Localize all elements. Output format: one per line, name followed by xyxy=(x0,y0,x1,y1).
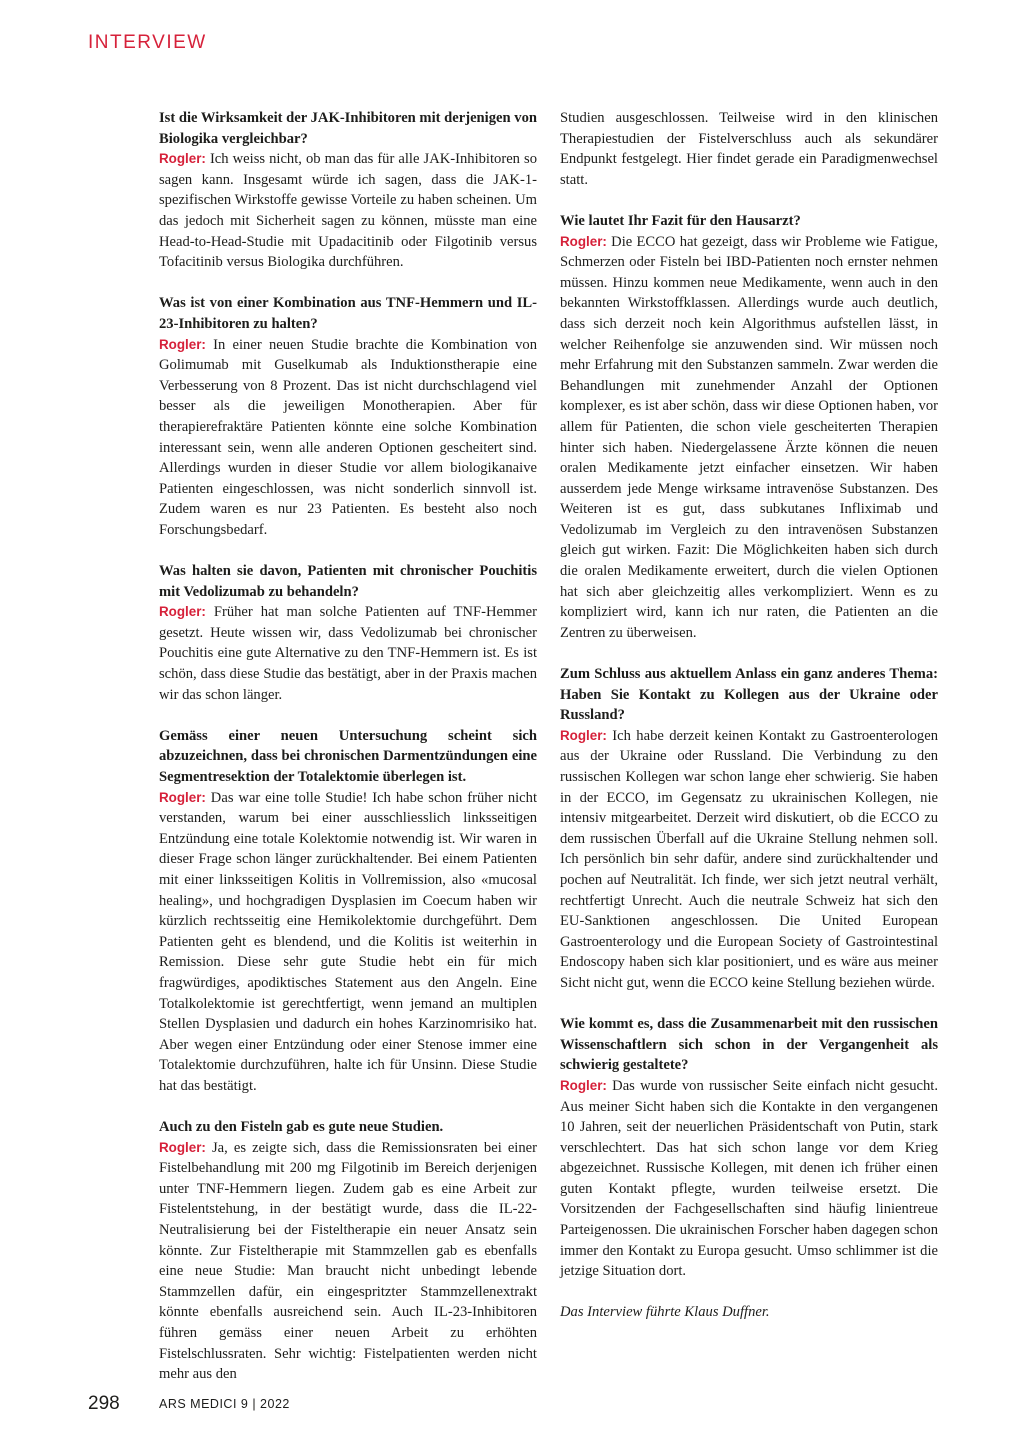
continuation-text: Studien ausgeschlossen. Teilweise wird in den klinischen Therapiestudien der Fistelverschluss auch als sekundärer Endpunkt festgelegt. Hier findet gerade ein Paradigmenwechsel statt. xyxy=(560,110,938,188)
qa-block xyxy=(159,726,537,1097)
section-label: INTERVIEW xyxy=(88,32,207,53)
speaker-label: Rogler: xyxy=(159,336,206,352)
continuation-block xyxy=(560,108,938,190)
speaker-label: Rogler: xyxy=(560,233,607,249)
interview-question: Was halten sie davon, Patienten mit chronischer Pouchitis mit Vedolizumab zu behandeln? xyxy=(159,563,537,600)
interview-answer xyxy=(159,149,537,273)
interview-credit: Das Interview führte Klaus Duffner. xyxy=(560,1304,770,1321)
interview-question: Auch zu den Fisteln gab es gute neue Studien. xyxy=(159,1119,444,1136)
page-number: 298 xyxy=(88,1393,120,1414)
qa-block xyxy=(560,211,938,643)
interview-answer xyxy=(159,788,537,1097)
speaker-label: Rogler: xyxy=(159,1139,206,1155)
qa-block xyxy=(560,1014,938,1282)
answer-text: Ja, es zeigte sich, dass die Remissionsraten bei einer Fistelbehandlung mit 200 mg Filgotinib im Bereich derjenigen unter TNF-Hemmern liegen. Zudem gab es eine Arbeit zur Fistelentstehung, in der bestätigt wurde, dass die IL-22-Neutralisierung bei der Fisteltherapie ein neuer Ansatz sein könnte. Zur Fisteltherapie mit Stammzellen gab es ebenfalls eine neue Studie: Man braucht nicht unbedingt lebende Stammzellen dafür, ein eingespritzter Stammzellenextrakt könnte ebenfalls ausreichend sein. Auch IL-23-Inhibitoren führen gemäss einer neuen Arbeit zu erhöhten Fistelschlussraten. Sehr wichtig: Fistelpatienten werden nicht mehr aus den xyxy=(159,1139,537,1383)
interview-question: Ist die Wirksamkeit der JAK-Inhibitoren mit derjenigen von Biologika vergleichbar? xyxy=(159,110,537,147)
answer-text: Das war eine tolle Studie! Ich habe schon früher nicht verstanden, warum bei einer ausschliesslich linksseitigen Entzündung eine totale Kolektomie notwendig ist. Wir waren in dieser Frage schon länger zurückhaltender. Bei einem Patienten mit einer linksseitigen Kolitis in Vollremission, also «mucosal healing», und hochgradigen Dysplasien im Coecum haben wir kürzlich rechtsseitig eine Hemikolektomie durchgeführt. Dem Patienten geht es blendend, und die Kolitis ist weiterhin in Remission. Diese sehr gute Studie hebt ein für mich fragwürdiges, apodiktisches Statement aus den Angeln. Eine Totalkolektomie ist gerechtfertigt, wenn jemand an multiplen Stellen Dysplasien und dadurch ein hohes Karzinomrisiko hat. Aber wegen einer Entzündung oder einer Stenose immer eine Totalektomie durchzuführen, halte ich für Unsinn. Diese Studie hat das bestätigt. xyxy=(159,789,538,1094)
interview-question: Was ist von einer Kombination aus TNF-Hemmern und IL-23-Inhibitoren zu halten? xyxy=(159,295,537,332)
qa-block xyxy=(159,561,537,705)
interview-answer xyxy=(560,726,938,994)
left-column xyxy=(159,108,537,1405)
speaker-label: Rogler: xyxy=(159,789,206,805)
interview-answer xyxy=(159,1138,537,1385)
interview-question: Gemäss einer neuen Untersuchung scheint sich abzuzeichnen, dass bei chronischen Darmentzündungen eine Segmentresektion der Totalektomie überlegen ist. xyxy=(159,727,537,785)
interview-question: Wie kommt es, dass die Zusammenarbeit mit den russischen Wissenschaftlern sich schon in der Vergangenheit als schwierig gestaltete? xyxy=(560,1016,938,1074)
answer-text: In einer neuen Studie brachte die Kombination von Golimumab mit Guselkumab als Induktionstherapie eine Verbesserung von 8 Prozent. Das ist nicht durchschlagend viel besser als die jeweiligen Monotherapien. Aber für therapierefraktäre Patienten könnte eine solche Kombination interessant sein, wenn alle anderen Optionen gescheitert sind. Allerdings wurden in dieser Studie vor allem biologikanaive Patienten eingeschlossen, was nicht sonderlich sinnvoll ist. Zudem waren es nur 23 Patienten. Es besteht also noch Forschungsbedarf. xyxy=(159,336,537,538)
answer-text: Ich weiss nicht, ob man das für alle JAK-Inhibitoren so sagen kann. Insgesamt würde ich sagen, dass die JAK-1-spezifischen Wirkstoffe gewisse Vorteile zu haben scheinen. Um das jedoch mit Sicherheit sagen zu können, müsste man eine Head-to-Head-Studie mit Upadacitinib oder Filgotinib versus Tofacitinib versus Biologika durchführen. xyxy=(159,151,538,271)
speaker-label: Rogler: xyxy=(159,604,206,620)
interview-question: Zum Schluss aus aktuellem Anlass ein ganz anderes Thema: Haben Sie Kontakt zu Kollegen aus der Ukraine oder Russland? xyxy=(560,666,938,724)
qa-block xyxy=(159,293,537,540)
qa-block xyxy=(159,1117,537,1385)
speaker-label: Rogler: xyxy=(560,1077,607,1093)
interview-answer xyxy=(159,602,537,705)
answer-text: Die ECCO hat gezeigt, dass wir Probleme wie Fatigue, Schmerzen oder Fisteln bei IBD-Patienten noch ernster nehmen müssen. Hinzu kommen neue Medikamente, wenn auch in den bekannten Wirkstoffklassen. Allerdings wurde auch deutlich, dass sich derzeit noch kein Algorithmus aufstellen lässt, in welcher Reihenfolge sie anzuwenden sind. Wir müssen noch mehr Erfahrung mit den Substanzen sammeln. Zwar werden die Behandlungen mit zunehmender Anzahl der Optionen komplexer, es ist aber schön, dass wir diese Optionen haben, vor allem für Patienten, die schon viele gescheiterten Therapien hinter sich haben. Niedergelassene Ärzte können die neuen oralen Medikamente jetzt einfacher einsetzen. Wir haben ausserdem jede Menge wirksame intravenöse Substanzen. Des Weiteren ist es gut, dass subkutanes Infliximab und Vedolizumab im Vergleich zu den intravenösen Substanzen gleich gut wirken. Fazit: Die Möglichkeiten haben sich durch die oralen Medikamente erweitert, durch die vielen Optionen hat sich aber gleichzeitig alles verkompliziert. Wenn es zu kompliziert wird, kann ich nur raten, die Patienten an die Zentren zu überweisen. xyxy=(560,233,938,641)
journal-issue: ARS MEDICI 9 | 2022 xyxy=(159,1397,290,1411)
interview-answer xyxy=(560,232,938,644)
right-column xyxy=(560,108,938,1323)
qa-block xyxy=(159,108,537,273)
qa-block xyxy=(560,664,938,994)
answer-text: Ich habe derzeit keinen Kontakt zu Gastroenterologen aus der Ukraine oder Russland. Die Verbindung zu den russischen Kollegen war schon lange eher schwierig. Sie haben in der ECCO, im Gegensatz zu ukrainischen Kollegen, nie intensiv mitgearbeitet. Derzeit wird diskutiert, ob die ECCO zu dem russischen Überfall auf die Ukraine Stellung nehmen soll. Ich persönlich bin sehr dafür, andere sind zurückhaltender und pochen auf Neutralität. Ich finde, wer sich jetzt neutral verhält, rechtfertigt Unrecht. Auch die neutrale Schweiz hat sich den EU-Sanktionen angeschlossen. Die United European Gastroenterology und die European Society of Gastrointestinal Endoscopy haben sich klar positioniert, und es wäre aus meiner Sicht nicht gut, wenn die ECCO keine Stellung beziehen würde. xyxy=(560,727,938,991)
interview-question: Wie lautet Ihr Fazit für den Hausarzt? xyxy=(560,212,801,229)
answer-text: Früher hat man solche Patienten auf TNF-Hemmer gesetzt. Heute wissen wir, dass Vedolizumab bei chronischer Pouchitis eine gute Alternative zu den TNF-Hemmern ist. Es ist schön, dass diese Studie das bestätigt, aber in der Praxis machen wir das schon länger. xyxy=(159,604,537,703)
interview-answer xyxy=(560,1076,938,1282)
speaker-label: Rogler: xyxy=(159,151,206,167)
interview-answer xyxy=(159,335,537,541)
answer-text: Das wurde von russischer Seite einfach nicht gesucht. Aus meiner Sicht haben sich die Kontakte in den vergangenen 10 Jahren, seit der neuerlichen Präsidentschaft von Putin, stark verschlechtert. Das hat sich schon lange vor dem Krieg abgezeichnet. Russische Kollegen, mit denen ich früher einen guten Kontakt pflegte, wurden teilweise ersetzt. Die Vorsitzenden der Fachgesellschaften sind häufig linientreue Parteigenossen. Die ukrainischen Forscher haben dagegen schon immer den Kontakt zu Europa gesucht. Umso schlimmer ist die jetzige Situation dort. xyxy=(560,1077,938,1280)
speaker-label: Rogler: xyxy=(560,727,607,743)
